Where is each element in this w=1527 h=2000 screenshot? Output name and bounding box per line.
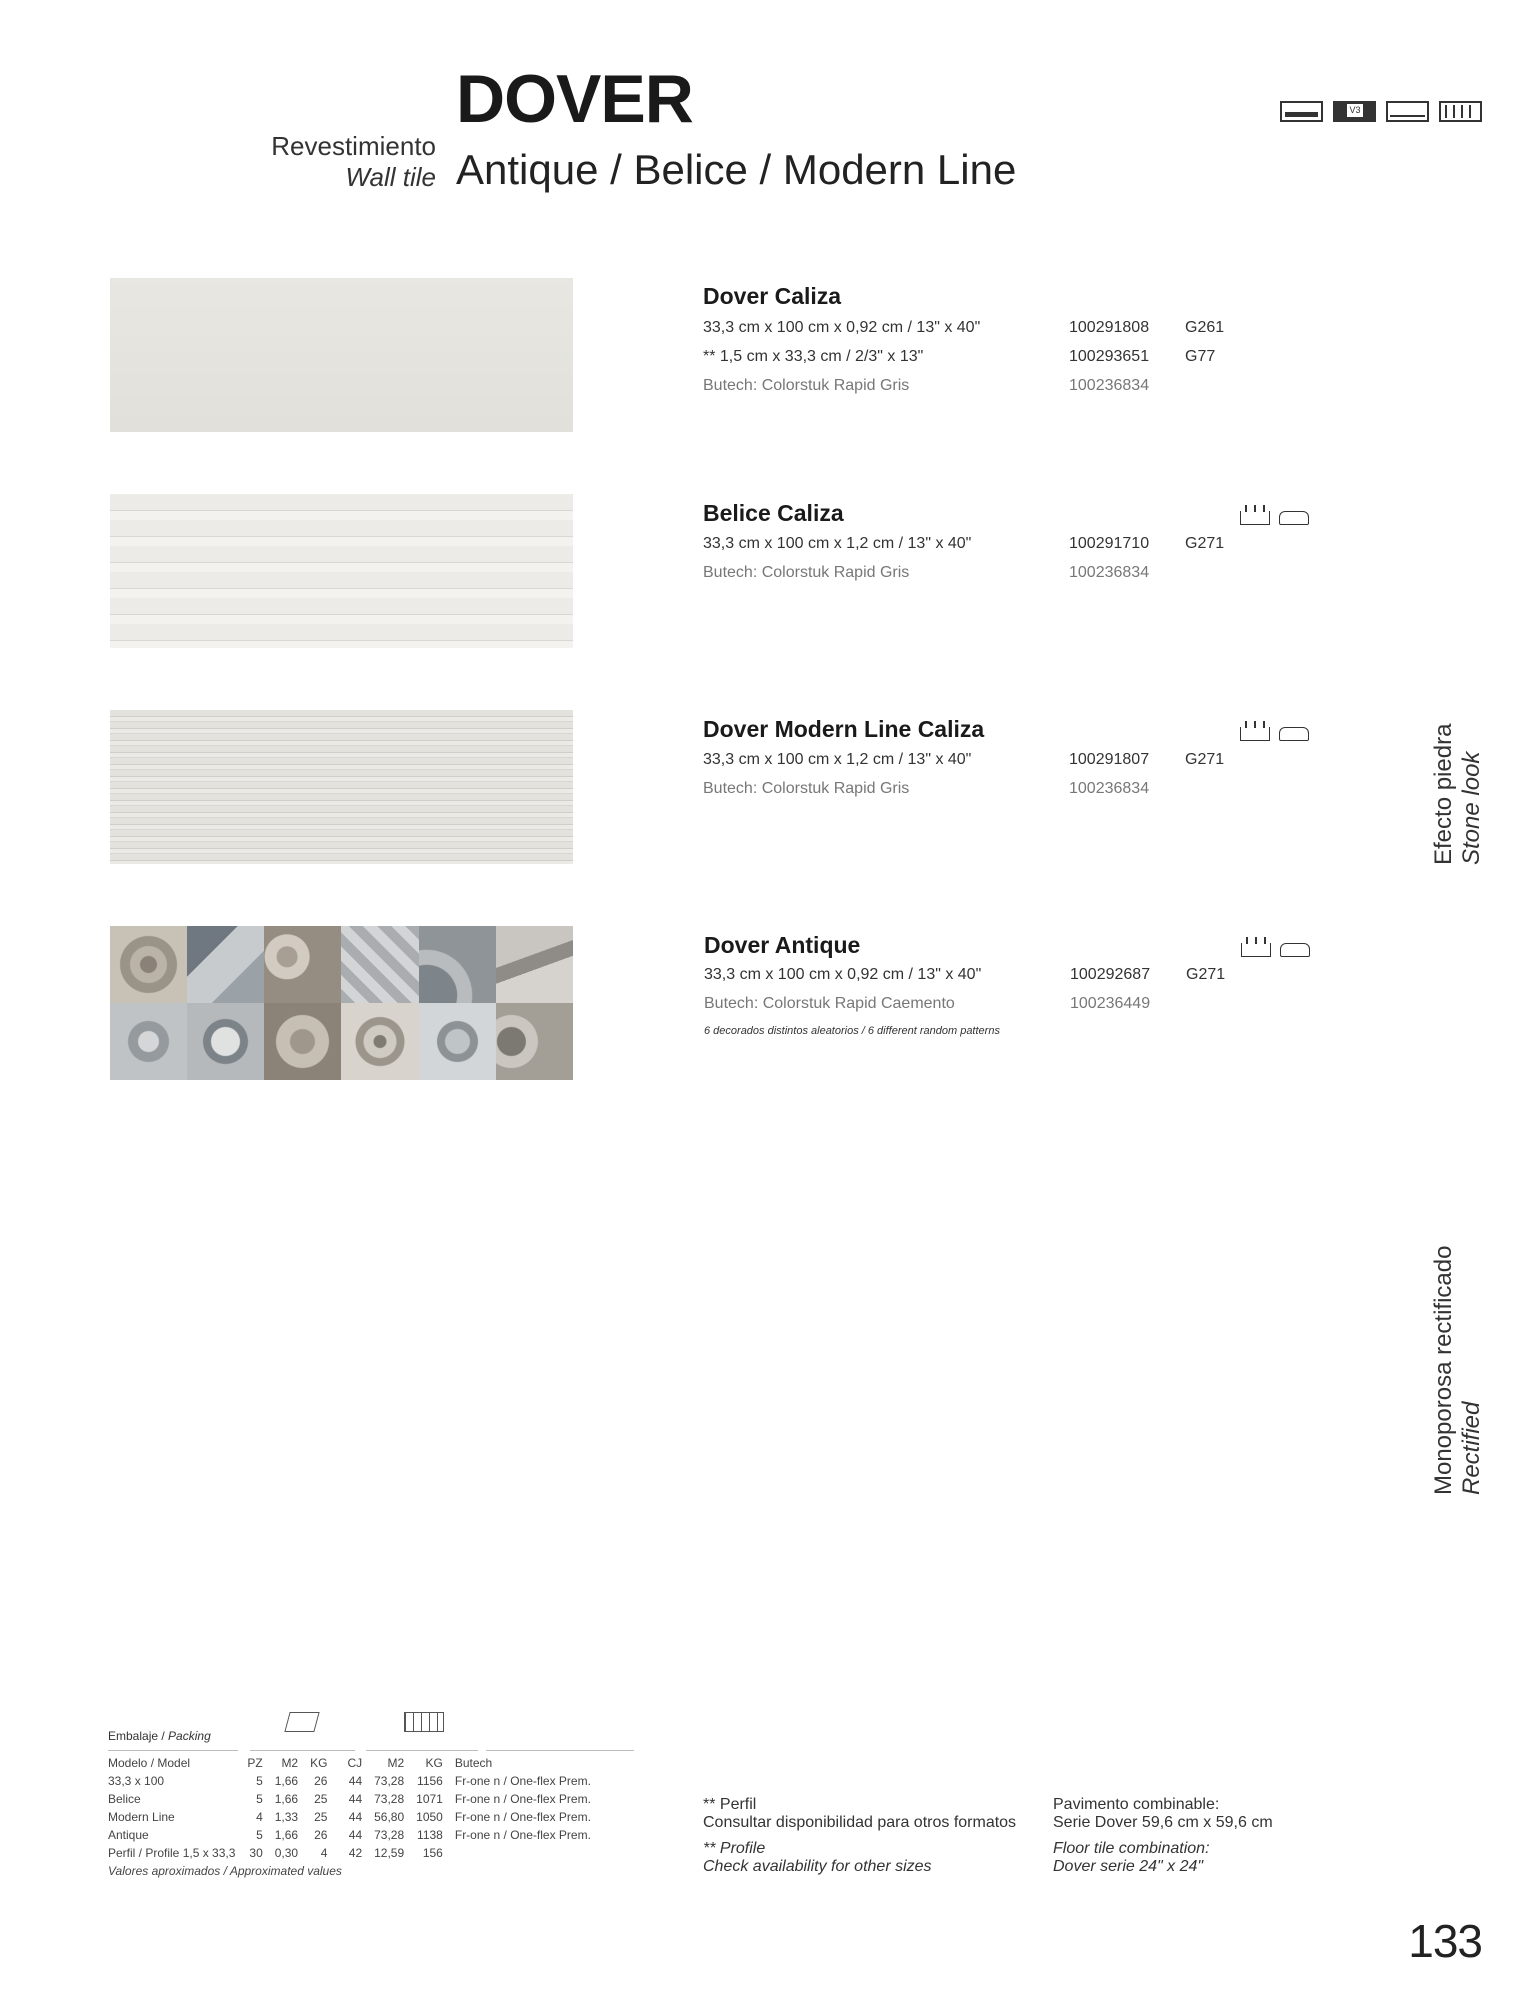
cell: 1,66 <box>274 1828 299 1842</box>
divider <box>486 1750 634 1751</box>
grout-code: 100236834 <box>1069 564 1150 581</box>
product-group: G271 <box>1186 966 1226 983</box>
header-kg: KG <box>310 1756 328 1770</box>
cell: 44 <box>348 1828 363 1842</box>
cell-butech: Fr-one n / One-flex Prem. <box>454 1828 591 1842</box>
product-code: 100291807 <box>1069 751 1150 768</box>
cell: 44 <box>348 1792 363 1806</box>
cell-butech <box>449 1844 597 1862</box>
pattern-tile <box>496 1003 573 1080</box>
tile-swatch-dover-modern-line-caliza <box>110 710 573 864</box>
table-row <box>108 1790 597 1808</box>
pattern-tile <box>110 926 187 1003</box>
tile-format-icon <box>1280 101 1323 122</box>
grout-spec: Butech: Colorstuk Rapid Gris <box>703 564 910 581</box>
cell: 5 <box>256 1774 263 1788</box>
relief-icon <box>1240 727 1270 741</box>
side-label-look-en: Stone look <box>1458 751 1485 865</box>
cell: 1138 <box>417 1828 443 1842</box>
side-label-body <box>1430 1246 1486 1495</box>
product-spec: 33,3 cm x 100 cm x 0,92 cm / 13" x 40" <box>704 966 982 983</box>
cell: 73,28 <box>374 1828 405 1842</box>
cell-butech: Fr-one n / One-flex Prem. <box>454 1774 591 1788</box>
side-label-look-es: Efecto piedra <box>1430 723 1457 865</box>
cell: 1156 <box>417 1774 443 1788</box>
table-row <box>108 1826 597 1844</box>
cell: 56,80 <box>374 1810 405 1824</box>
pattern-tile <box>419 926 496 1003</box>
grout-spec: Butech: Colorstuk Rapid Gris <box>703 377 910 394</box>
product-group: G77 <box>1185 348 1216 365</box>
cell: 25 <box>314 1792 328 1806</box>
side-label-look <box>1430 724 1486 865</box>
cell: 4 <box>320 1846 328 1860</box>
header-kg-pallet: KG <box>425 1756 443 1770</box>
product-code: 100291808 <box>1069 319 1150 336</box>
pattern-tile <box>419 1003 496 1080</box>
relief-icon <box>1240 511 1270 525</box>
product-name: Belice Caliza <box>703 500 844 526</box>
category-label-es: Revestimiento <box>271 131 436 161</box>
cell-model: Belice <box>108 1792 141 1806</box>
product-group: G271 <box>1185 751 1225 768</box>
cell-butech: Fr-one n / One-flex Prem. <box>454 1792 591 1806</box>
table-row <box>108 1772 597 1790</box>
packing-title-en: Packing <box>168 1729 211 1743</box>
structured-icon <box>1279 511 1309 525</box>
packing-footnote: Valores aproximados / Approximated values <box>108 1864 342 1878</box>
divider <box>108 1750 238 1751</box>
cell: 73,28 <box>374 1792 405 1806</box>
floor-note-text-es: Serie Dover 59,6 cm x 59,6 cm <box>1053 1814 1273 1831</box>
product-name: Dover Modern Line Caliza <box>703 716 985 742</box>
pattern-tile <box>496 926 573 1003</box>
side-label-body-es: Monoporosa rectificado <box>1430 1245 1457 1495</box>
cell: 156 <box>422 1846 443 1860</box>
box-icon <box>284 1712 319 1732</box>
product-icons <box>1240 511 1309 525</box>
pattern-tile <box>110 1003 187 1080</box>
product-spec: ** 1,5 cm x 33,3 cm / 2/3" x 13" <box>703 348 924 365</box>
product-name: Dover Caliza <box>703 283 842 309</box>
header-cj: CJ <box>347 1756 363 1770</box>
floor-note-text-en: Dover serie 24" x 24" <box>1053 1858 1204 1875</box>
product-spec: 33,3 cm x 100 cm x 1,2 cm / 13" x 40" <box>703 535 972 552</box>
pattern-tile <box>341 1003 418 1080</box>
profile-note-title-es: ** Perfil <box>703 1796 757 1813</box>
cell: 44 <box>348 1774 363 1788</box>
cell: 25 <box>314 1810 328 1824</box>
pattern-tile <box>264 1003 341 1080</box>
grout-spec: Butech: Colorstuk Rapid Gris <box>703 780 910 797</box>
packing-title <box>108 1729 211 1743</box>
table-row <box>108 1844 597 1862</box>
profile-note-title-en: ** Profile <box>703 1840 766 1857</box>
pattern-tile <box>187 926 264 1003</box>
header-pz: PZ <box>247 1756 263 1770</box>
shade-label: V3 <box>1347 104 1363 117</box>
profile-note-text-en: Check availability for other sizes <box>703 1858 932 1875</box>
header-model: Modelo / Model <box>108 1756 191 1770</box>
cell: 26 <box>314 1828 328 1842</box>
grout-spec: Butech: Colorstuk Rapid Caemento <box>704 995 955 1012</box>
page-number: 133 <box>1408 1915 1482 1967</box>
side-label-body-en: Rectified <box>1458 1401 1485 1495</box>
cell: 26 <box>314 1774 328 1788</box>
pattern-tile <box>341 926 418 1003</box>
product-group: G261 <box>1185 319 1225 336</box>
tile-swatch-belice-caliza <box>110 494 573 648</box>
cell: 73,28 <box>374 1774 405 1788</box>
cell: 42 <box>348 1846 363 1860</box>
cell: 5 <box>256 1792 263 1806</box>
packing-table <box>108 1754 597 1862</box>
cell: 12,59 <box>374 1846 405 1860</box>
floor-note-title-es: Pavimento combinable: <box>1053 1796 1220 1813</box>
product-group: G271 <box>1185 535 1225 552</box>
structured-icon <box>1279 727 1309 741</box>
series-title: DOVER <box>456 61 693 137</box>
cell-model: Antique <box>108 1828 149 1842</box>
format-icons <box>1280 101 1482 122</box>
category-label-en: Wall tile <box>345 162 436 192</box>
relief-icon <box>1241 943 1271 957</box>
pallet-icon <box>404 1712 444 1732</box>
cell: 4 <box>256 1810 263 1824</box>
series-subtitle: Antique / Belice / Modern Line <box>456 146 1017 193</box>
product-icons <box>1240 727 1309 741</box>
tile-swatch-dover-caliza <box>110 278 573 432</box>
cell: 1050 <box>416 1810 443 1824</box>
product-code: 100292687 <box>1070 966 1151 983</box>
grout-code: 100236449 <box>1070 995 1151 1012</box>
cell: 44 <box>348 1810 363 1824</box>
v3-shade-icon <box>1333 101 1376 122</box>
cell: 30 <box>249 1846 263 1860</box>
product-code: 100291710 <box>1069 535 1150 552</box>
cell-model: Modern Line <box>108 1810 175 1824</box>
profile-note-text-es: Consultar disponibilidad para otros formatos <box>703 1814 1017 1831</box>
header-butech: Butech <box>454 1756 493 1770</box>
cell: 1071 <box>416 1792 443 1806</box>
divider <box>366 1750 478 1751</box>
pattern-tile <box>187 1003 264 1080</box>
product-spec: 33,3 cm x 100 cm x 1,2 cm / 13" x 40" <box>703 751 972 768</box>
grout-code: 100236834 <box>1069 377 1150 394</box>
cell: 5 <box>256 1828 263 1842</box>
cell-butech: Fr-one n / One-flex Prem. <box>454 1810 591 1824</box>
pattern-note: 6 decorados distintos aleatorios / 6 different random patterns <box>704 1025 1000 1037</box>
product-spec: 33,3 cm x 100 cm x 0,92 cm / 13" x 40" <box>703 319 981 336</box>
grout-code: 100236834 <box>1069 780 1150 797</box>
tile-swatch-dover-antique <box>110 926 573 1080</box>
rectified-edge-icon <box>1439 101 1482 122</box>
header-m2-pallet: M2 <box>387 1756 405 1770</box>
product-name: Dover Antique <box>704 932 861 958</box>
packing-title-es: Embalaje / <box>108 1729 165 1743</box>
product-code: 100293651 <box>1069 348 1150 365</box>
packing-header-row <box>108 1754 597 1772</box>
divider <box>250 1750 355 1751</box>
cell-model: Perfil / Profile 1,5 x 33,3 <box>108 1846 236 1860</box>
header-m2: M2 <box>281 1756 299 1770</box>
structured-icon <box>1280 943 1310 957</box>
cell: 1,66 <box>274 1792 299 1806</box>
product-icons <box>1241 943 1310 957</box>
cell-model: 33,3 x 100 <box>108 1774 165 1788</box>
cell: 1,66 <box>274 1774 299 1788</box>
pattern-tile <box>264 926 341 1003</box>
table-row <box>108 1808 597 1826</box>
cell: 0,30 <box>274 1846 299 1860</box>
floor-note-title-en: Floor tile combination: <box>1053 1840 1210 1857</box>
flat-surface-icon <box>1386 101 1429 122</box>
cell: 1,33 <box>274 1810 299 1824</box>
